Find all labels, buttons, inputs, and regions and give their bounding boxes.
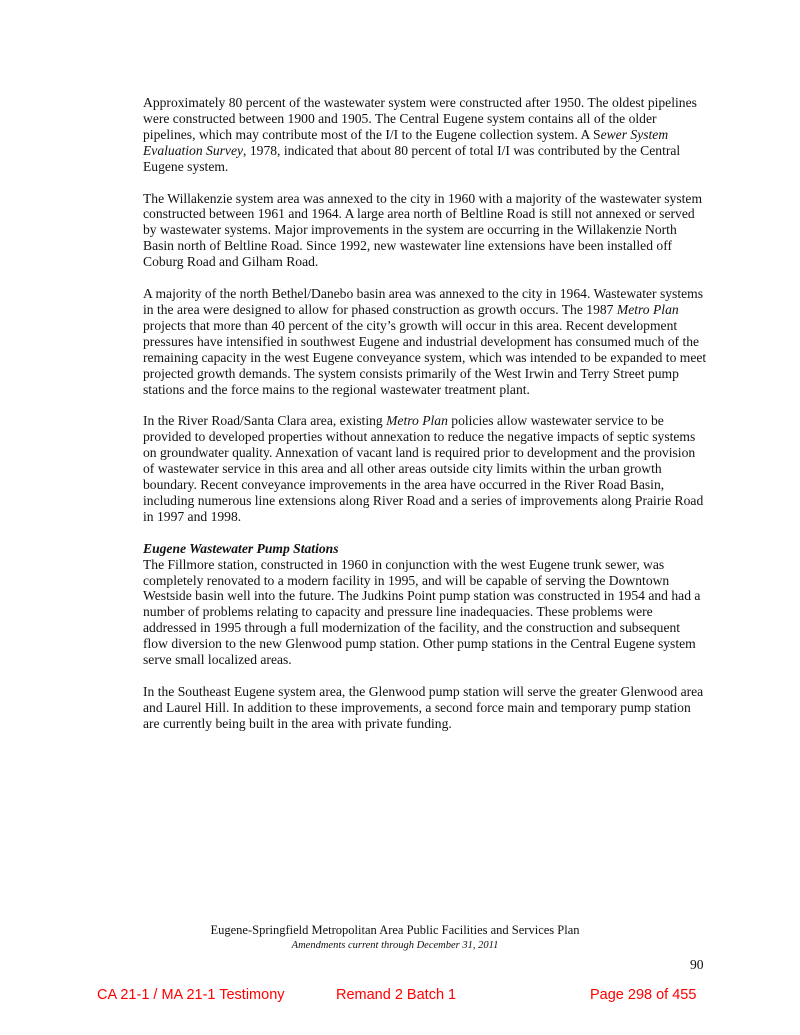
text-run-italic: Metro Plan <box>386 413 448 429</box>
footer-subtitle: Amendments current through December 31, 2011 <box>291 940 499 951</box>
testimony-stamp: CA 21-1 / MA 21-1 Testimony <box>97 987 285 1003</box>
page-count-stamp: Page 298 of 455 <box>590 987 697 1003</box>
text-run: Approximately 80 percent of the wastewater system were constructed after 1950. The oldest pipelines were constructed between 1900 and 1905. The Central Eugene system contains all of the older pipelines, which may contribute most of the I/I to the Eugene collection system. A S <box>143 95 697 142</box>
text-run: In the River Road/Santa Clara area, existing <box>143 413 387 429</box>
section-heading: Eugene Wastewater Pump Stations <box>143 540 339 556</box>
body-text <box>143 95 708 748</box>
text-run: A majority of the north Bethel/Danebo basin area was annexed to the city in 1964. Wastewater systems in the area were designed to allow for phased construction as growth occurs. The 1987 <box>143 286 704 317</box>
page-number: 90 <box>690 957 704 972</box>
paragraph <box>143 95 708 175</box>
batch-stamp: Remand 2 Batch 1 <box>336 987 457 1003</box>
text-run-italic: ewer System Evaluation Survey <box>143 126 669 158</box>
paragraph: In the Southeast Eugene system area, the Glenwood pump station will serve the greater Glenwood area and Laurel Hill. In addition to these improvements, a second force main and temporary pump station are currently being built in the area with private funding. <box>143 684 704 731</box>
paragraph <box>143 191 708 271</box>
paragraph <box>143 413 708 524</box>
paragraph: The Fillmore station, constructed in 1960 in conjunction with the west Eugene trunk sewer, was completely renovated to a modern facility in 1995, and will be capable of serving the Downtown Westside basin well into the future. The Judkins Point pump station was constructed in 1954 and had a number of problems relating to capacity and pressure line inadequacies. These problems were addressed in 1995 through a full modernization of the facility, and the construction and subsequent flow diversion to the new Glenwood pump station. Other pump stations in the Central Eugene system serve small localized areas. <box>143 556 701 668</box>
text-run: , 1978, indicated that about 80 percent of total I/I was contributed by the Central Eugene system. <box>143 142 681 174</box>
text-run: policies allow wastewater service to be provided to developed properties without annexation to reduce the negative impacts of septic systems on groundwater quality. Annexation of vacant land is required prior to development and the provision of wastewater service in this area and all other areas outside city limits within the urban growth boundary. Recent conveyance improvements in the area have occurred in the River Road Basin, including numerous line extensions along River Road and a series of improvements along Prairie Road in 1997 and 1998. <box>143 413 704 524</box>
text-run: The Willakenzie system area was annexed to the city in 1960 with a majority of the wastewater system constructed between 1961 and 1964. A large area north of Beltline Road is still not annexed or served by wastewater systems. Major improvements in the system are occurring in the Willakenzie North Basin north of Beltline Road. Since 1992, new wastewater line extensions have been installed off Coburg Road and Gilham Road. <box>143 190 703 270</box>
footer-title: Eugene-Springfield Metropolitan Area Public Facilities and Services Plan <box>210 923 580 937</box>
paragraph <box>143 286 708 397</box>
text-run-italic: Metro Plan <box>616 301 679 317</box>
text-run: projects that more than 40 percent of the city’s growth will occur in this area. Recent development pressures have intensified in southwest Eugene and industrial development has consumed much of the remaining capacity in the west Eugene conveyance system, which was intended to be expanded to meet projected growth demands. The system consists primarily of the West Irwin and Terry Street pump stations and the force mains to the regional wastewater treatment plant. <box>143 317 707 397</box>
